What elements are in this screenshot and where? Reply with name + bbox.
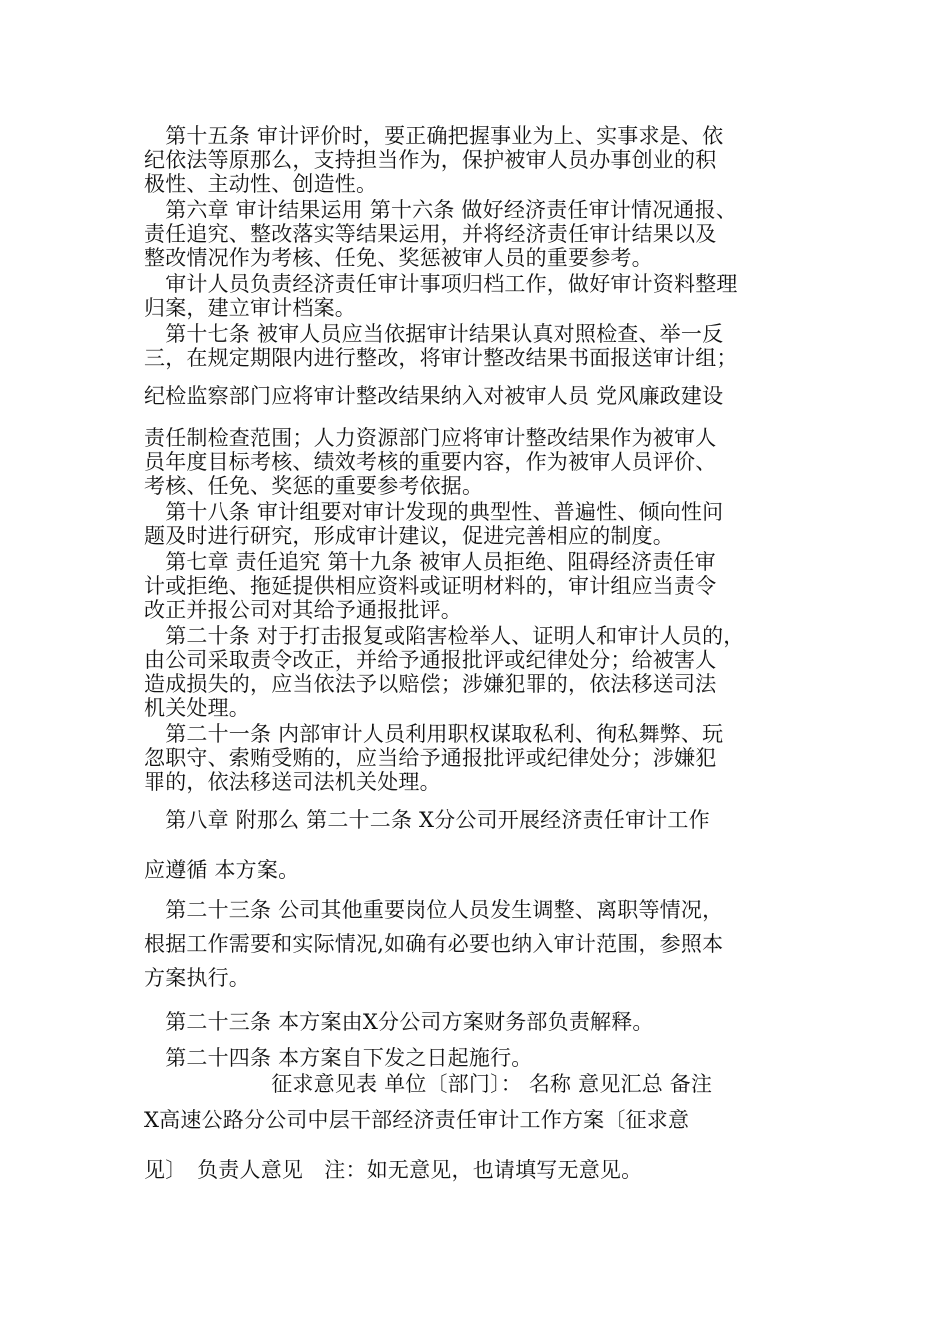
text-line: 根据工作需要和实际情况,如确有必要也纳入审计范围，参照本 (144, 932, 724, 956)
text-line: 三，在规定期限内进行整改，将审计整改结果书面报送审计组； (144, 346, 738, 370)
text-line: 纪依法等原那么，支持担当作为，保护被审人员办事创业的积 (144, 148, 717, 172)
text-line: 见〕 负责人意见 注：如无意见，也请填写无意见。 (144, 1158, 643, 1182)
text-line: 第二十三条 本方案由X分公司方案财务部负责解释。 (144, 1010, 654, 1034)
text-line: 极性、主动性、创造性。 (144, 172, 378, 196)
text-line: 审计人员负责经济责任审计事项归档工作，做好审计资料整理 (144, 272, 738, 296)
text-line: 纪检监察部门应将审计整改结果纳入对被审人员 党风廉政建设 (144, 384, 724, 408)
text-line: 第二十一条 内部审计人员利用职权谋取私利、徇私舞弊、玩 (144, 722, 724, 746)
text-line: 造成损失的，应当依法予以赔偿；涉嫌犯罪的，依法移送司法 (144, 672, 717, 696)
text-line: 第十七条 被审人员应当依据审计结果认真对照检查、举一反 (144, 322, 724, 346)
text-line: 第二十四条 本方案自下发之日起施行。 (144, 1046, 533, 1070)
text-line: 计或拒绝、拖延提供相应资料或证明材料的，审计组应当责令 (144, 574, 717, 598)
text-line: 改正并报公司对其给予通报批评。 (144, 598, 462, 622)
text-line: 整改情况作为考核、任免、奖惩被审人员的重要参考。 (144, 246, 653, 270)
text-line: 员年度目标考核、绩效考核的重要内容，作为被审人员评价、 (144, 450, 717, 474)
text-line: X高速公路分公司中层干部经济责任审计工作方案〔征求意 (144, 1108, 690, 1132)
text-line: 第七章 责任追究 第十九条 被审人员拒绝、阻碍经济责任审 (144, 550, 716, 574)
text-line: 责任制检查范围；人力资源部门应将审计整改结果作为被审人 (144, 426, 717, 450)
text-line: 忽职守、索贿受贿的，应当给予通报批评或纪律处分；涉嫌犯 (144, 746, 717, 770)
text-line: 征求意见表 单位〔部门〕： 名称 意见汇总 备注 (144, 1072, 713, 1096)
text-line: 题及时进行研究，形成审计建议，促进完善相应的制度。 (144, 524, 674, 548)
text-line: 第十八条 审计组要对审计发现的典型性、普遍性、倾向性问 (144, 500, 724, 524)
text-line: 第六章 审计结果运用 第十六条 做好经济责任审计情况通报、 (144, 198, 738, 222)
text-line: 方案执行。 (144, 966, 250, 990)
text-line: 第八章 附那么 第二十二条 X分公司开展经济责任审计工作 (144, 808, 710, 832)
text-line: 由公司采取责令改正，并给予通报批评或纪律处分；给被害人 (144, 648, 717, 672)
text-line: 归案，建立审计档案。 (144, 296, 356, 320)
text-line: 应遵循 本方案。 (144, 858, 300, 882)
text-line: 责任追究、整改落实等结果运用，并将经济责任审计结果以及 (144, 222, 717, 246)
text-line: 考核、任免、奖惩的重要参考依据。 (144, 474, 484, 498)
text-line: 第二十条 对于打击报复或陷害检举人、证明人和审计人员的， (144, 624, 745, 648)
text-line: 机关处理。 (144, 696, 250, 720)
text-line: 第二十三条 公司其他重要岗位人员发生调整、离职等情况， (144, 898, 724, 922)
text-line: 第十五条 审计评价时，要正确把握事业为上、实事求是、依 (144, 124, 724, 148)
text-line: 罪的，依法移送司法机关处理。 (144, 770, 441, 794)
